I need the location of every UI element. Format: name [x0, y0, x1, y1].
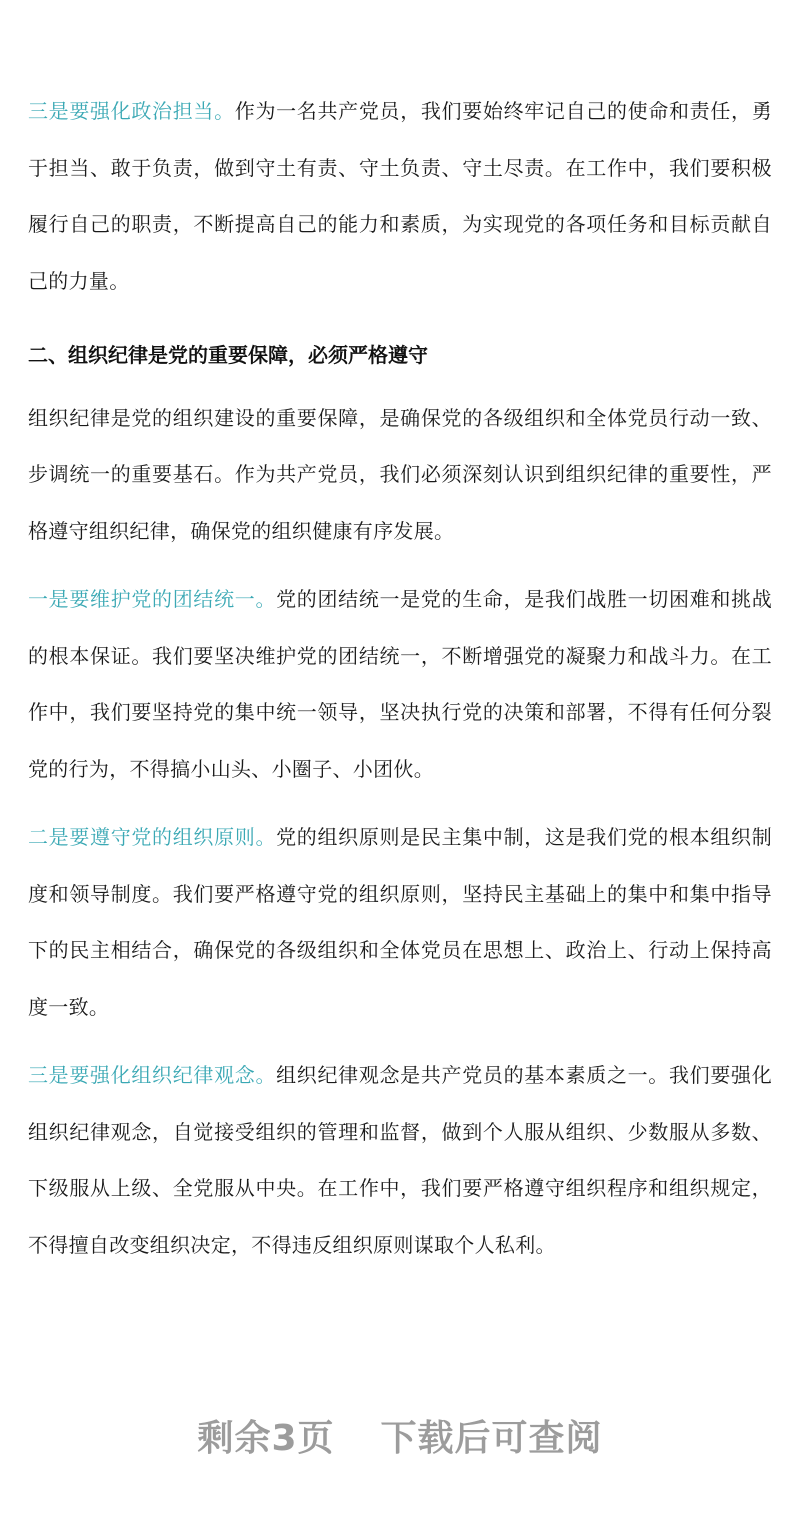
- paragraph-lead: 三是要强化组织纪律观念。: [28, 1063, 277, 1087]
- spacer: [28, 559, 772, 571]
- remaining-pages-label: 剩余3页: [197, 1418, 335, 1459]
- paragraph-lead: 二是要遵守党的组织原则。: [28, 825, 277, 849]
- paragraph-body: 组织纪律是党的组织建设的重要保障，是确保党的各级组织和全体党员行动一致、步调统一的重要基石。作为共产党员，我们必须深刻认识到组织纪律的重要性，严格遵守组织纪律，确保党的组织健康有序发展。: [28, 405, 772, 543]
- paragraph-lead: 一是要维护党的团结统一。: [28, 587, 277, 611]
- paragraph-body: 党的团结统一是党的生命，是我们战胜一切困难和挑战的根本保证。我们要坚决维护党的团结统一，不断增强党的凝聚力和战斗力。在工作中，我们要坚持党的集中统一领导，坚决执行党的决策和部署，不得有任何分裂党的行为，不得搞小山头、小圈子、小团伙。: [28, 587, 772, 781]
- paragraph-discipline-awareness: [28, 1047, 772, 1273]
- download-prompt[interactable]: [0, 1410, 800, 1461]
- paragraph-body: 党的组织原则是民主集中制，这是我们党的根本组织制度和领导制度。我们要严格遵守党的组织原则，坚持民主基础上的集中和集中指导下的民主相结合，确保党的各级组织和全体党员在思想上、政治上、行动上保持高度一致。: [28, 825, 772, 1019]
- section-heading: 二、组织纪律是党的重要保障，必须严格遵守: [28, 343, 428, 367]
- spacer: [28, 797, 772, 809]
- paragraph-body: 组织纪律观念是共产党员的基本素质之一。我们要强化组织纪律观念，自觉接受组织的管理和监督，做到个人服从组织、少数服从多数、下级服从上级、全党服从中央。在工作中，我们要严格遵守组织程序和组织规定，不得擅自改变组织决定，不得违反组织原则谋取个人私利。: [28, 1063, 772, 1257]
- paragraph-political-responsibility: [28, 83, 772, 309]
- spacer: [28, 1035, 772, 1047]
- paragraph-lead: 三是要强化政治担当。: [28, 99, 235, 123]
- paragraph-body: 作为一名共产党员，我们要始终牢记自己的使命和责任，勇于担当、敢于负责，做到守土有责、守土负责、守土尽责。在工作中，我们要积极履行自己的职责，不断提高自己的能力和素质，为实现党的各项任务和目标贡献自己的力量。: [28, 99, 773, 293]
- paragraph-party-unity: [28, 571, 772, 797]
- paragraph-organizational-principle: [28, 809, 772, 1035]
- download-to-view-label: 下载后可查阅: [380, 1418, 603, 1459]
- paragraph-organizational-discipline: [28, 390, 772, 560]
